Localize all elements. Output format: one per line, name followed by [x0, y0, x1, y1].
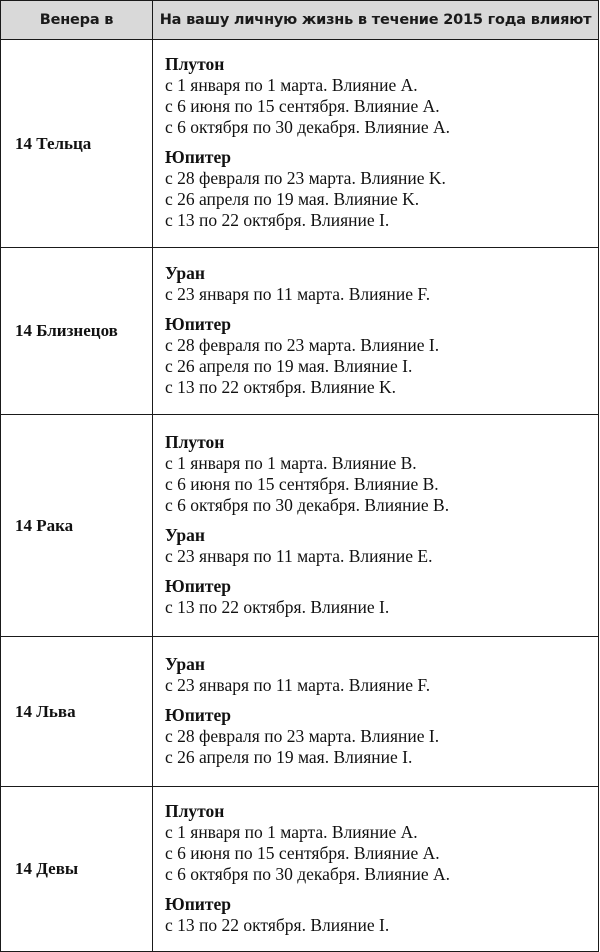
influence-period: с 26 апреля по 19 мая. Влияние K. [165, 189, 420, 209]
planet-group [165, 576, 598, 618]
sign-cell: 14 Рака [1, 415, 153, 637]
table-body [1, 40, 599, 952]
planet-name: Уран [165, 653, 205, 674]
sign-cell: 14 Близнецов [1, 248, 153, 415]
planet-name: Юпитер [165, 893, 231, 914]
header-influences: На вашу личную жизнь в течение 2015 года влияют [153, 1, 599, 40]
table-row [1, 40, 599, 248]
table-row [1, 637, 599, 787]
planet-group [165, 525, 598, 567]
influence-period: с 13 по 22 октября. Влияние I. [165, 210, 390, 230]
influence-period: с 1 января по 1 марта. Влияние B. [165, 452, 417, 473]
influence-period: с 28 февраля по 23 марта. Влияние K. [165, 168, 446, 188]
influence-period: с 6 июня по 15 сентября. Влияние A. [165, 96, 440, 116]
influence-period: с 26 апреля по 19 мая. Влияние I. [165, 746, 413, 767]
table-row [1, 415, 599, 637]
influence-period: с 28 февраля по 23 марта. Влияние I. [165, 334, 440, 355]
planets-cell [153, 415, 599, 637]
influence-period: с 6 октября по 30 декабря. Влияние A. [165, 117, 451, 137]
planet-name: Плутон [165, 800, 225, 821]
planets-cell [153, 40, 599, 248]
influence-period: с 6 июня по 15 сентября. Влияние B. [165, 473, 439, 494]
influence-period: с 28 февраля по 23 марта. Влияние I. [165, 725, 440, 746]
influence-period: с 6 октября по 30 декабря. Влияние A. [165, 863, 451, 884]
table-row [1, 787, 599, 952]
planet-name: Плутон [165, 54, 225, 74]
influence-period: с 6 октября по 30 декабря. Влияние B. [165, 494, 450, 515]
planet-name: Юпитер [165, 575, 231, 596]
influence-period: с 23 января по 11 марта. Влияние F. [165, 283, 431, 304]
planet-group [165, 654, 598, 696]
header-venus-in: Венера в [1, 1, 153, 40]
planet-group [165, 314, 598, 398]
planet-name: Юпитер [165, 147, 231, 167]
planet-group [165, 432, 598, 516]
sign-cell: 14 Тельца [1, 40, 153, 248]
planets-cell [153, 637, 599, 787]
sign-cell: 14 Девы [1, 787, 153, 952]
sign-cell: 14 Льва [1, 637, 153, 787]
planet-group [165, 54, 598, 138]
planet-name: Уран [165, 524, 205, 545]
influence-period: с 26 апреля по 19 мая. Влияние I. [165, 355, 413, 376]
planet-group [165, 894, 598, 936]
planets-cell [153, 787, 599, 952]
influence-period: с 23 января по 11 марта. Влияние F. [165, 674, 431, 695]
planet-group [165, 147, 598, 231]
planet-group [165, 263, 598, 305]
table-header [1, 1, 599, 40]
influence-period: с 13 по 22 октября. Влияние I. [165, 914, 390, 935]
planet-group [165, 801, 598, 885]
influence-period: с 13 по 22 октября. Влияние K. [165, 376, 397, 397]
influence-period: с 6 июня по 15 сентября. Влияние A. [165, 842, 440, 863]
planets-cell [153, 248, 599, 415]
planet-name: Уран [165, 262, 205, 283]
influence-period: с 23 января по 11 марта. Влияние E. [165, 545, 433, 566]
table-row [1, 248, 599, 415]
planet-name: Плутон [165, 431, 225, 452]
planet-name: Юпитер [165, 704, 231, 725]
planet-name: Юпитер [165, 313, 231, 334]
influence-period: с 1 января по 1 марта. Влияние A. [165, 821, 418, 842]
influence-period: с 1 января по 1 марта. Влияние A. [165, 75, 418, 95]
influence-period: с 13 по 22 октября. Влияние I. [165, 596, 390, 617]
header-row [1, 1, 599, 40]
planet-group [165, 705, 598, 768]
